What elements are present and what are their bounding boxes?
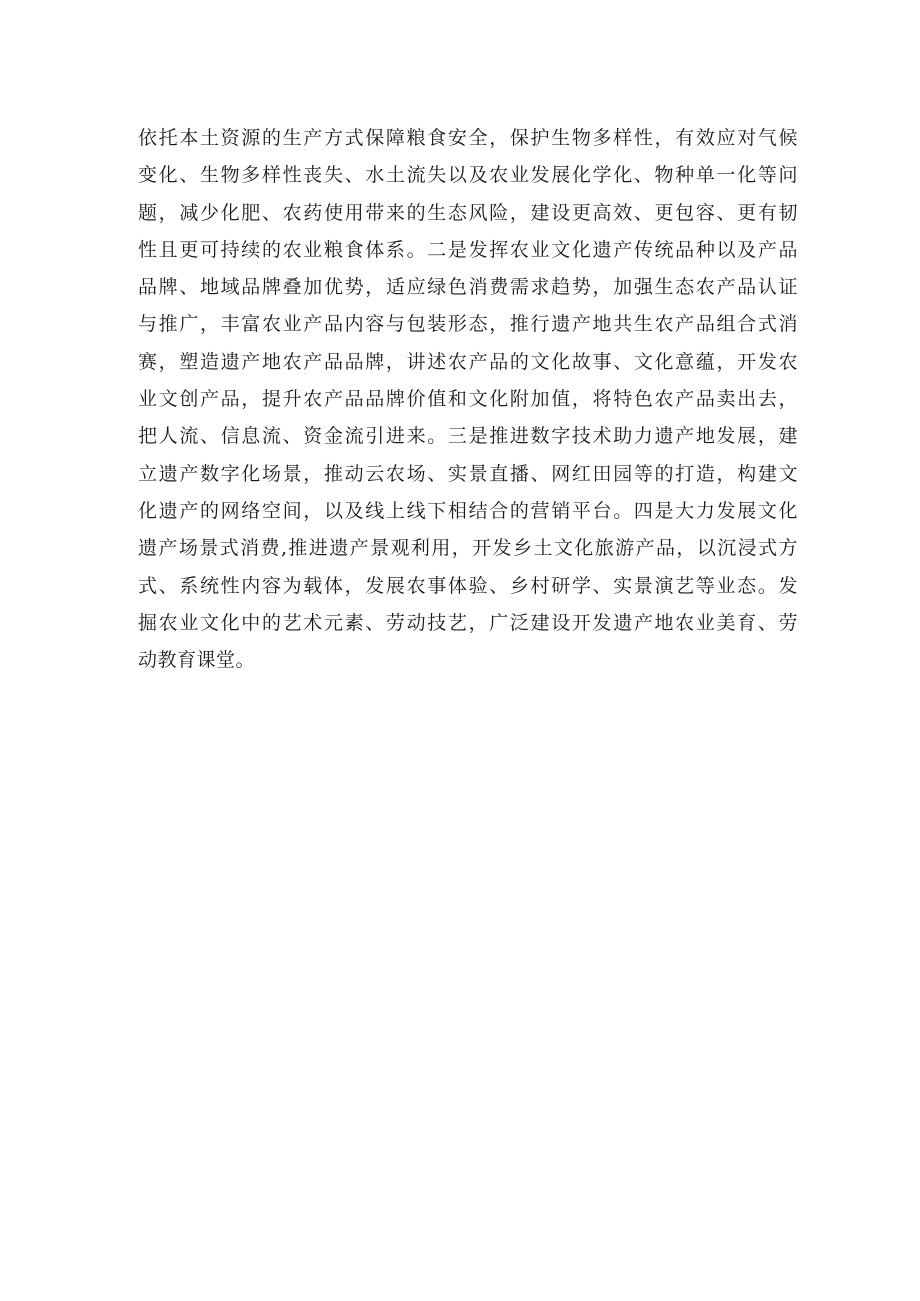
text-line-6: 与推广，丰富农业产品内容与包装形态，推行遗产地共生农产品组合式消 <box>138 313 798 336</box>
text-line-9: 把人流、信息流、资金流引进来。三是推进数字技术助力遗产地发展，建 <box>138 425 798 448</box>
text-line-12: 遗产场景式消费,推进遗产景观利用，开发乡土文化旅游产品，以沉浸式方 <box>138 537 798 560</box>
text-line-5: 品牌、地域品牌叠加优势，适应绿色消费需求趋势，加强生态农产品认证 <box>138 276 798 299</box>
text-line-14: 掘农业文化中的艺术元素、劳动技艺，广泛建设开发遗产地农业美育、劳 <box>138 611 798 634</box>
text-line-2: 变化、生物多样性丧失、水土流失以及农业发展化学化、物种单一化等问 <box>138 164 798 187</box>
text-line-10: 立遗产数字化场景，推动云农场、实景直播、网红田园等的打造，构建文 <box>138 462 798 485</box>
text-line-11: 化遗产的网络空间，以及线上线下相结合的营销平台。四是大力发展文化 <box>138 499 798 522</box>
text-line-3: 题，减少化肥、农药使用带来的生态风险，建设更高效、更包容、更有韧 <box>138 201 798 224</box>
text-line-15: 动教育课堂。 <box>138 649 256 672</box>
text-line-4: 性且更可持续的农业粮食体系。二是发挥农业文化遗产传统品种以及产品 <box>138 238 798 261</box>
text-line-1: 依托本土资源的生产方式保障粮食安全，保护生物多样性，有效应对气候 <box>138 127 798 149</box>
text-line-7: 赛，塑造遗产地农产品品牌，讲述农产品的文化故事、文化意蕴，开发农 <box>138 350 798 373</box>
text-line-13: 式、系统性内容为载体，发展农事体验、乡村研学、实景演艺等业态。发 <box>138 574 798 597</box>
body-paragraph <box>138 120 798 679</box>
text-line-8: 业文创产品，提升农产品品牌价值和文化附加值，将特色农产品卖出去， <box>138 388 798 411</box>
